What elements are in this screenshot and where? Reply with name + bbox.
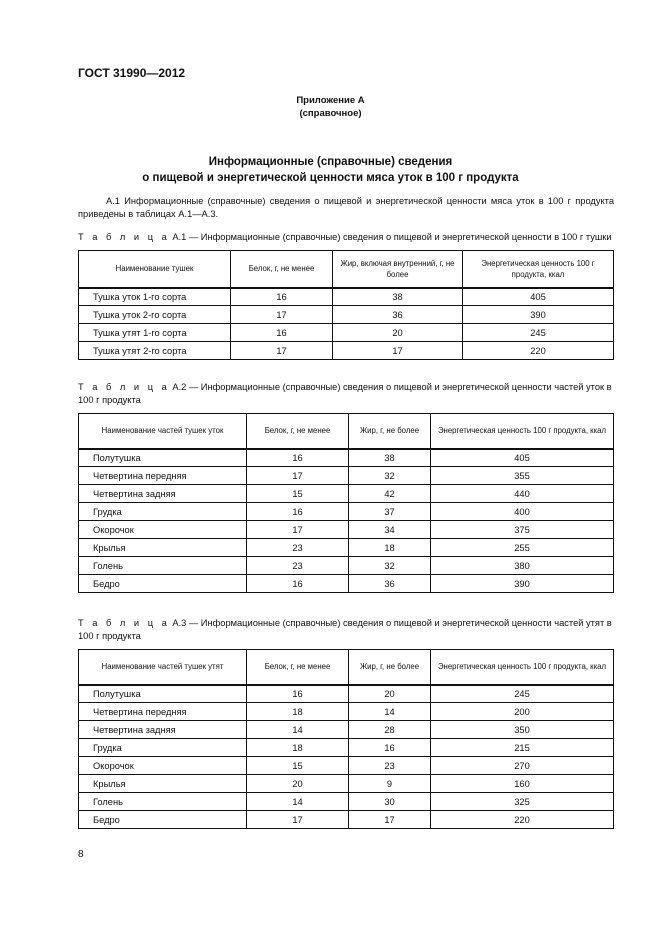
table-cell: 16: [231, 324, 333, 342]
table-cell: Голень: [79, 557, 247, 575]
table-cell: 42: [349, 485, 431, 503]
table-caption-2: [78, 381, 618, 407]
table-cell: 220: [431, 811, 614, 829]
table-cell: 15: [247, 757, 349, 775]
table-cell: 270: [431, 757, 614, 775]
table-row: [79, 288, 614, 306]
table-cell: 245: [463, 324, 614, 342]
table-cell: 16: [247, 449, 349, 467]
table-cell: 20: [349, 685, 431, 703]
table-cell: Тушка утят 1-го сорта: [79, 324, 231, 342]
table-cell: Полутушка: [79, 685, 247, 703]
table-cell: 200: [431, 703, 614, 721]
table-cell: 20: [333, 324, 463, 342]
table-caption-3: [78, 617, 618, 643]
column-header: Жир, г, не более: [349, 414, 431, 449]
table-row: [79, 739, 614, 757]
table-cell: 16: [349, 739, 431, 757]
table-row: [79, 485, 614, 503]
annex-subtitle: (справочное): [299, 108, 362, 119]
table-cell: Окорочок: [79, 521, 247, 539]
table-cell: 405: [463, 288, 614, 306]
table-cell: 17: [247, 811, 349, 829]
table-cell: 30: [349, 793, 431, 811]
table-cell: 255: [431, 539, 614, 557]
table-cell: Четвертина задняя: [79, 485, 247, 503]
table-cell: 32: [349, 557, 431, 575]
table-cell: 9: [349, 775, 431, 793]
table-a3: [78, 649, 614, 829]
table-cell: 34: [349, 521, 431, 539]
table-cell: 355: [431, 467, 614, 485]
table-cell: 38: [333, 288, 463, 306]
table-cell: 160: [431, 775, 614, 793]
table-cell: Грудка: [79, 503, 247, 521]
annex-title: Приложение А: [296, 95, 365, 106]
table-cell: 14: [349, 703, 431, 721]
table-cell: Голень: [79, 793, 247, 811]
column-header: Жир, включая внутренний, г, не более: [333, 251, 463, 288]
column-header: Жир, г, не более: [349, 650, 431, 685]
table-cell: 38: [349, 449, 431, 467]
table-cell: 18: [247, 739, 349, 757]
table-cell: 32: [349, 467, 431, 485]
table-row: [79, 811, 614, 829]
document-code: ГОСТ 31990—2012: [78, 66, 186, 80]
table-row: [79, 503, 614, 521]
caption-text: А.1 — Информационные (справочные) сведения о пищевой и энергетической ценности в 100 г тушки: [172, 232, 612, 242]
table-cell: 325: [431, 793, 614, 811]
table-row: [79, 306, 614, 324]
table-row: [79, 467, 614, 485]
caption-text: А.3 — Информационные (справочные) сведения о пищевой и энергетической ценности частей утят в 100 г продукта: [78, 618, 612, 641]
table-cell: Четвертина передняя: [79, 467, 247, 485]
table-cell: 16: [247, 575, 349, 593]
header-row: [79, 251, 614, 288]
heading-line-2: о пищевой и энергетической ценности мяса уток в 100 г продукта: [142, 172, 519, 184]
table-cell: 18: [349, 539, 431, 557]
table-cell: Четвертина передняя: [79, 703, 247, 721]
table-cell: 390: [431, 575, 614, 593]
table-row: [79, 557, 614, 575]
table-row: [79, 449, 614, 467]
caption-text: А.2 — Информационные (справочные) сведения о пищевой и энергетической ценности частей уток в 100 г продукта: [78, 382, 612, 405]
table-cell: Крылья: [79, 775, 247, 793]
caption-label: Т а б л и ц а: [78, 382, 170, 392]
table-cell: Грудка: [79, 739, 247, 757]
table-row: [79, 703, 614, 721]
table-cell: Бедро: [79, 811, 247, 829]
table-cell: 17: [231, 342, 333, 360]
column-header: Наименование тушек: [79, 251, 231, 288]
table-cell: 350: [431, 721, 614, 739]
column-header: Энергетическая ценность 100 г продукта, ккал: [431, 650, 614, 685]
column-header: Наименование частей тушек утят: [79, 650, 247, 685]
table-cell: 440: [431, 485, 614, 503]
page-number: 8: [78, 849, 84, 860]
header-row: [79, 650, 614, 685]
table-cell: Тушка утят 2-го сорта: [79, 342, 231, 360]
caption-label: Т а б л и ц а: [78, 232, 170, 242]
table-cell: 37: [349, 503, 431, 521]
table-cell: 405: [431, 449, 614, 467]
table-cell: 17: [333, 342, 463, 360]
table-cell: 17: [349, 811, 431, 829]
table-cell: 36: [349, 575, 431, 593]
caption-label: Т а б л и ц а: [78, 618, 170, 628]
table-cell: 23: [349, 757, 431, 775]
table-cell: 17: [247, 467, 349, 485]
table-row: [79, 521, 614, 539]
table-cell: 400: [431, 503, 614, 521]
table-row: [79, 775, 614, 793]
table-cell: 20: [247, 775, 349, 793]
table-a2: [78, 413, 614, 593]
table-cell: Полутушка: [79, 449, 247, 467]
table-cell: 18: [247, 703, 349, 721]
column-header: Белок, г, не менее: [231, 251, 333, 288]
table-row: [79, 342, 614, 360]
table-cell: 23: [247, 539, 349, 557]
column-header: Наименование частей тушек уток: [79, 414, 247, 449]
table-row: [79, 793, 614, 811]
table-cell: Тушка уток 1-го сорта: [79, 288, 231, 306]
table-cell: 16: [247, 503, 349, 521]
table-cell: Бедро: [79, 575, 247, 593]
table-cell: 17: [247, 521, 349, 539]
table-cell: 36: [333, 306, 463, 324]
table-cell: 17: [231, 306, 333, 324]
table-cell: Четвертина задняя: [79, 721, 247, 739]
table-cell: 28: [349, 721, 431, 739]
table-cell: 245: [431, 685, 614, 703]
table-cell: Крылья: [79, 539, 247, 557]
table-cell: Окорочок: [79, 757, 247, 775]
table-cell: 15: [247, 485, 349, 503]
column-header: Белок, г, не менее: [247, 414, 349, 449]
table-cell: 380: [431, 557, 614, 575]
table-row: [79, 575, 614, 593]
heading-line-1: Информационные (справочные) сведения: [208, 156, 453, 168]
table-row: [79, 757, 614, 775]
table-cell: 14: [247, 721, 349, 739]
table-row: [79, 324, 614, 342]
table-cell: 220: [463, 342, 614, 360]
table-a1: [78, 250, 614, 360]
column-header: Белок, г, не менее: [247, 650, 349, 685]
table-row: [79, 539, 614, 557]
table-cell: 16: [231, 288, 333, 306]
table-cell: 14: [247, 793, 349, 811]
header-row: [79, 414, 614, 449]
table-caption-1: [78, 231, 618, 244]
table-cell: 23: [247, 557, 349, 575]
table-row: [79, 685, 614, 703]
table-row: [79, 721, 614, 739]
table-cell: 390: [463, 306, 614, 324]
table-cell: Тушка уток 2-го сорта: [79, 306, 231, 324]
table-cell: 215: [431, 739, 614, 757]
column-header: Энергетическая ценность 100 г продукта, ккал: [463, 251, 614, 288]
table-cell: 375: [431, 521, 614, 539]
intro-paragraph: A.1 Информационные (справочные) сведения о пищевой и энергетической ценности мяса уток в 100 г продукта приведены в таблицах А.1—А.3.: [78, 196, 614, 219]
table-cell: 16: [247, 685, 349, 703]
column-header: Энергетическая ценность 100 г продукта, ккал: [431, 414, 614, 449]
